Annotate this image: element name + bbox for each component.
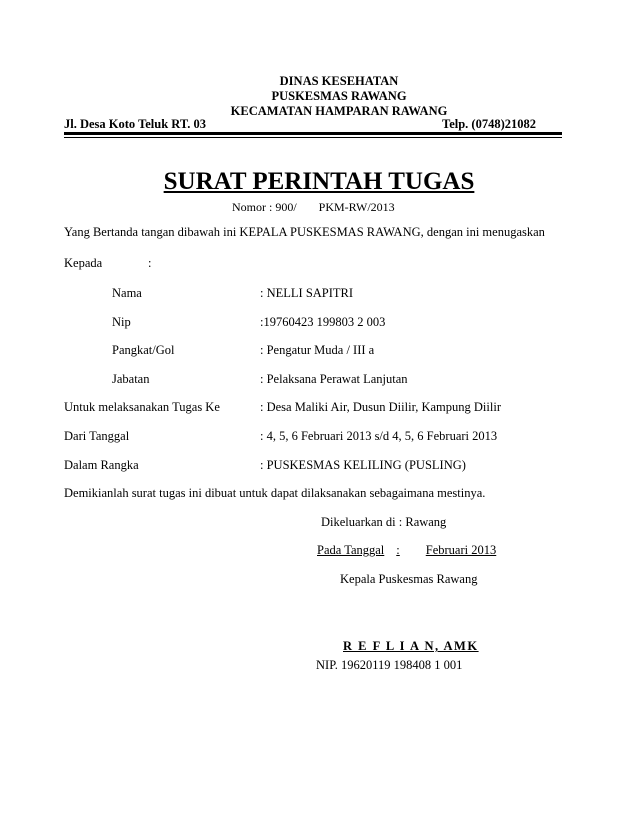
field-value-rank: : Pengatur Muda / III a (260, 343, 375, 357)
document-title-text: SURAT PERINTAH TUGAS (163, 168, 475, 195)
recipient-label: Kepada (64, 256, 103, 270)
agency-name: DINAS KESEHATAN (279, 74, 399, 88)
detail-value-task: : Desa Maliki Air, Dusun Diilir, Kampung Diilir (260, 400, 501, 414)
field-label-position: Jabatan (112, 372, 150, 386)
field-label-nip: Nip (112, 315, 131, 329)
signatory-name: R E F L I A N, AMK (343, 639, 479, 653)
issued-date-separator: : (396, 543, 400, 557)
detail-label-task: Untuk melaksanakan Tugas Ke (64, 400, 220, 414)
clinic-name: PUSKESMAS RAWANG (271, 89, 407, 103)
intro-paragraph: Yang Bertanda tangan dibawah ini KEPALA PUSKESMAS RAWANG, dengan ini menugaskan (64, 225, 545, 239)
detail-label-date: Dari Tanggal (64, 429, 130, 443)
signatory-nip: NIP. 19620119 198408 1 001 (316, 658, 463, 672)
issued-date (317, 543, 496, 558)
field-label-rank: Pangkat/Gol (112, 343, 175, 357)
recipient-colon: : (148, 256, 152, 270)
issued-date-label: Pada Tanggal (317, 543, 385, 557)
district-name: KECAMATAN HAMPARAN RAWANG (230, 104, 448, 118)
closing-paragraph: Demikianlah surat tugas ini dibuat untuk dapat dilaksanakan sebagaimana mestinya. (64, 486, 486, 500)
address-text: Jl. Desa Koto Teluk RT. 03 (64, 117, 207, 131)
phone-text: Telp. (0748)21082 (442, 117, 536, 131)
detail-value-purpose: : PUSKESMAS KELILING (PUSLING) (260, 458, 466, 472)
field-label-name: Nama (112, 286, 142, 300)
detail-value-date: : 4, 5, 6 Februari 2013 s/d 4, 5, 6 Februari 2013 (260, 429, 498, 443)
document-title (0, 168, 638, 196)
header-divider-thick (64, 132, 562, 135)
issued-date-value: Februari 2013 (425, 543, 497, 557)
field-value-nip: :19760423 199803 2 003 (260, 315, 386, 329)
number-code: PKM-RW/2013 (318, 200, 395, 214)
signatory-position: Kepala Puskesmas Rawang (340, 572, 478, 586)
number-label: Nomor : 900/ (232, 200, 297, 214)
detail-label-purpose: Dalam Rangka (64, 458, 139, 472)
issued-place: Dikeluarkan di : Rawang (321, 515, 447, 529)
field-value-position: : Pelaksana Perawat Lanjutan (260, 372, 408, 386)
header-divider-thin (64, 137, 562, 138)
document-number (232, 200, 395, 215)
field-value-name: : NELLI SAPITRI (260, 286, 354, 300)
